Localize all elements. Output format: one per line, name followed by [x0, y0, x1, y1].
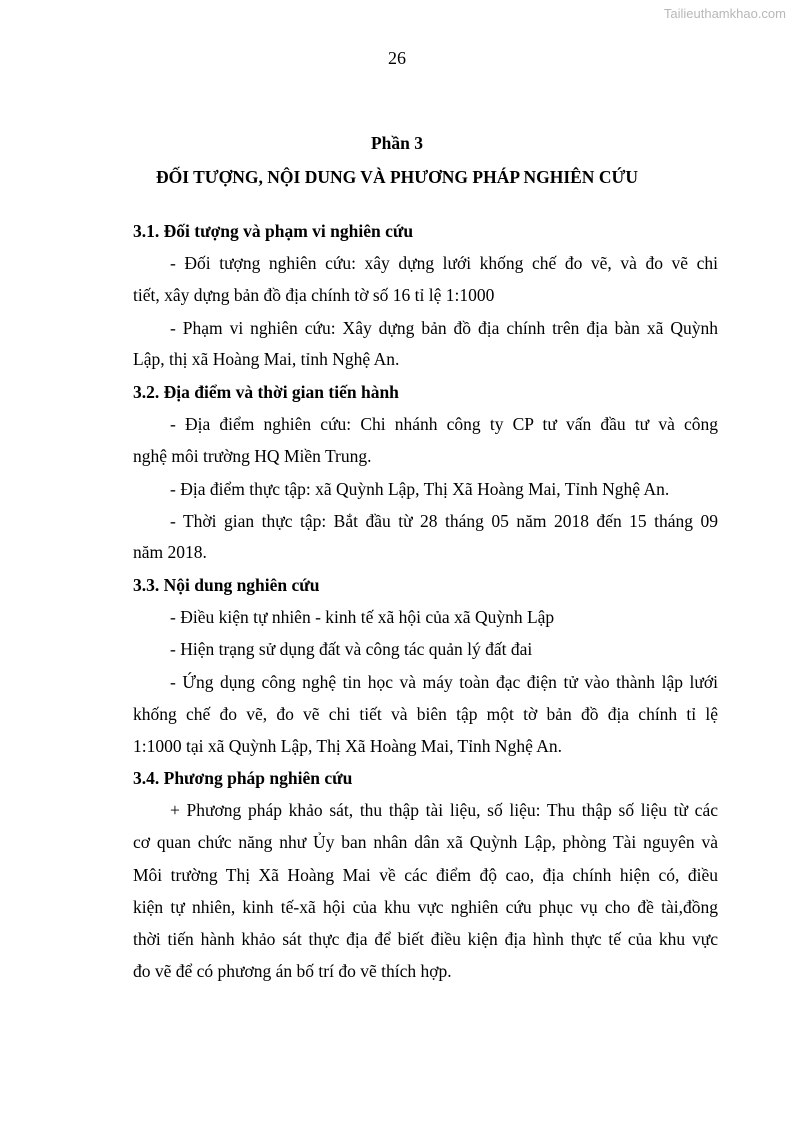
- text-line: Lập, thị xã Hoàng Mai, tỉnh Nghệ An.: [133, 349, 400, 369]
- text-line: năm 2018.: [133, 542, 207, 562]
- page-number: 26: [388, 48, 406, 68]
- text-line: - Hiện trạng sử dụng đất và công tác quản lý đất đai: [170, 639, 533, 659]
- text-line: đo vẽ để có phương án bố trí đo vẽ thích hợp.: [133, 961, 452, 981]
- text-line: 1:1000 tại xã Quỳnh Lập, Thị Xã Hoàng Mai, Tỉnh Nghệ An.: [133, 736, 563, 756]
- text-line: nghệ môi trường HQ Miền Trung.: [133, 446, 372, 466]
- text-line: + Phương pháp khảo sát, thu thập tài liệu, số liệu: Thu thập số liệu từ các: [170, 800, 718, 820]
- part-heading: Phần 3: [370, 133, 424, 153]
- text-line: - Địa điểm nghiên cứu: Chi nhánh công ty CP tư vấn đầu tư và công: [170, 414, 718, 434]
- text-line: - Ứng dụng công nghệ tin học và máy toàn đạc điện tử vào thành lập lưới: [170, 672, 718, 692]
- section-heading: 3.3. Nội dung nghiên cứu: [133, 575, 320, 595]
- text-line: kiện tự nhiên, kinh tế-xã hội của khu vực nghiên cứu phục vụ cho đề tài,đồng: [133, 897, 718, 917]
- text-line: - Thời gian thực tập: Bắt đầu từ 28 tháng 05 năm 2018 đến 15 tháng 09: [170, 511, 718, 531]
- watermark: Tailieuthamkhao.com: [663, 6, 786, 21]
- section-heading: 3.1. Đối tượng và phạm vi nghiên cứu: [133, 221, 414, 241]
- text-line: - Phạm vi nghiên cứu: Xây dựng bản đồ địa chính trên địa bàn xã Quỳnh: [170, 318, 718, 338]
- section-heading: 3.2. Địa điểm và thời gian tiến hành: [133, 382, 399, 402]
- text-line: Môi trường Thị Xã Hoàng Mai về các điểm độ cao, địa chính hiện có, điều: [133, 865, 718, 885]
- text-line: - Địa điểm thực tập: xã Quỳnh Lập, Thị Xã Hoàng Mai, Tỉnh Nghệ An.: [170, 479, 670, 499]
- text-line: khống chế đo vẽ, đo vẽ chi tiết và biên tập một tờ bản đồ địa chính tỉ lệ: [133, 704, 718, 724]
- text-line: cơ quan chức năng như Ủy ban nhân dân xã Quỳnh Lập, phòng Tài nguyên và: [133, 832, 718, 852]
- text-line: - Đối tượng nghiên cứu: xây dựng lưới khống chế đo vẽ, và đo vẽ chi: [170, 253, 718, 273]
- section-heading: 3.4. Phương pháp nghiên cứu: [133, 768, 353, 788]
- text-line: tiết, xây dựng bản đồ địa chính tờ số 16 tỉ lệ 1:1000: [133, 285, 495, 305]
- text-line: thời tiến hành khảo sát thực địa để biết điều kiện địa hình thực tế của khu vực: [133, 929, 718, 949]
- text-line: - Điều kiện tự nhiên - kinh tế xã hội của xã Quỳnh Lập: [170, 607, 555, 627]
- chapter-title: ĐỐI TƯỢNG, NỘI DUNG VÀ PHƯƠNG PHÁP NGHIÊN CỨU: [155, 167, 639, 187]
